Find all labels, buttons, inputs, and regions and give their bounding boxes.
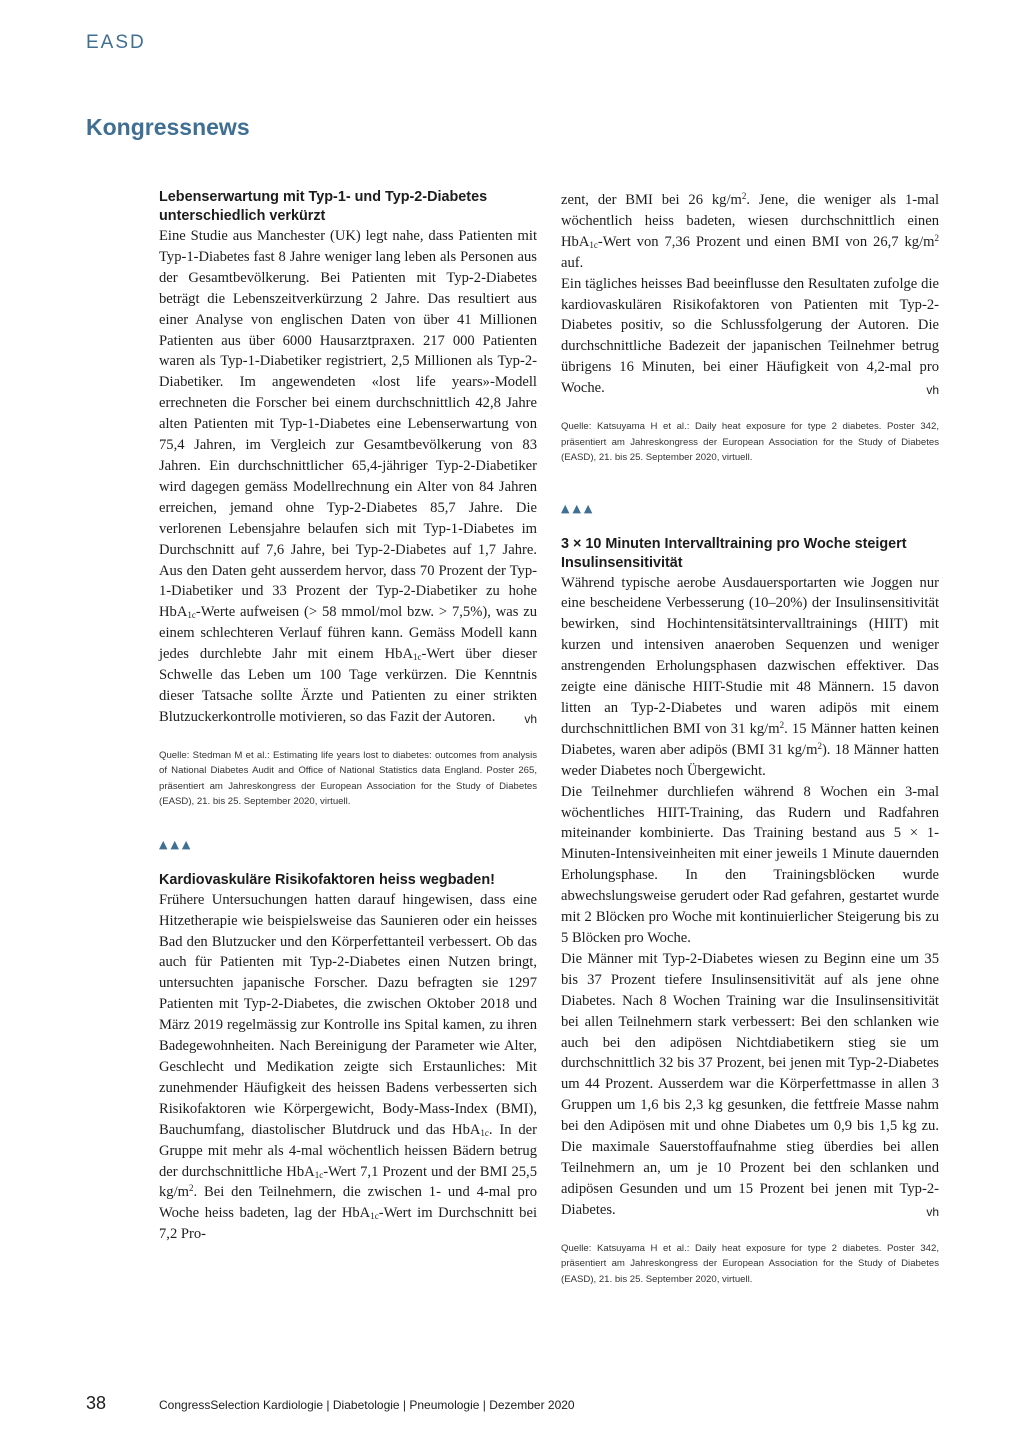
source-citation: Quelle: Katsuyama H et al.: Daily heat exposure for type 2 diabetes. Poster 342, präsentiert am Jahreskongress der European Association for the Study of Diabetes (EASD), 21. bis 25. September 2020, virtuell. (561, 1242, 939, 1285)
publication-footer: CongressSelection Kardiologie | Diabetologie | Pneumologie | Dezember 2020 (159, 1398, 575, 1412)
article-body-heat-bath: Frühere Untersuchungen hatten darauf hingewisen, dass eine Hitzetherapie wie beispielsweise das Saunieren oder ein heisses Bad den Blutzucker und den Körperfettanteil verbessert. Ob das auch für Patienten mit Typ-2-Diabetes einen Nutzen bringt, untersuchten japanische Forscher. Dazu befragten sie 1297 Patienten mit Typ-2-Diabetes, die zwischen Oktober 2018 und März 2019 regelmässig zur Kontrolle ins Spital kamen, zu ihren Badegewohnheiten. Nach Bereinigung der Parameter wie Alter, Geschlecht und Medikation zeigte sich Erstaunliches: Mit zunehmender Häufigkeit des heissen Badens verbesserten sich Risikofaktoren wie Körpergewicht, Body-Mass-Index (BMI), Bauchumfang, diastolischer Blutdruck und das HbA$_{1c}$. In der Gruppe mit mehr als 4-mal wöchentlich heissen Bädern betrug der durchschnittliche HbA$_{1c}$-Wert 7,1 Prozent und der BMI 25,5 $kg/m^2$. Bei den Teilnehmern, die zwischen 1- und 4-mal pro Woche heiss badeten, lag der HbA$_{1c}$-Wert im Durchschnitt bei 7,2 Pro- (159, 891, 538, 1243)
author-signature: vh (926, 383, 939, 398)
left-column (159, 188, 537, 1245)
header-tag: EASD (86, 32, 146, 53)
article-body-hiit: Während typische aerobe Ausdauersportarten wie Joggen nur eine bescheidene Verbesserung (10–20%) der Insulinsensitivität bewirken, sind Hochintensitätsintervalltrainings (HIIT) mit kurzen und intensiven anaeroben Sequenzen und weniger anstrengenden Erholungsphasen dazwischen effektiver. Das zeigte eine dänische HIIT-Studie mit 48 Männern. 15 davon litten an Typ-2-Diabetes und waren adipös mit einem durchschnittlichen BMI von 31 $kg/m^2$. 15 Männer hatten keinen Diabetes, waren aber adipös (BMI 31 $kg/m^2$). 18 Männer hatten weder Diabetes noch Übergewicht. Die Teilnehmer durchliefen während 8 Wochen ein 3-mal wöchentliches HIIT-Training, das Rudern und Radfahren miteinander kombinierte. Das Training bestand aus 5 × 1-Minuten-Intensiveinheiten mit einer jeweils 1 Minute dauernden Erholungsphase. In den Trainingsblöcken wurde abwechslungsweise gerudert oder Rad gefahren, gestartet wurde mit 2 Blöcken pro Woche mit kontinuierlicher Steigerung bis zu 5 Blöcken pro Woche. Die Männer mit Typ-2-Diabetes wiesen zu Beginn eine um 35 bis 37 Prozent tiefere Insulinsensitivität auf als jene ohne Diabetes. Nach 8 Wochen Training war die Insulinsensitivität bei allen Teilnehmern stark verbessert: Bei den schlanken wie auch bei den adipösen Nichtdiabetikern stieg sie um durchschnittlich 32 bis 37 Prozent, bei jenen mit Typ-2-Diabetes um 44 Prozent. Ausserdem war die Körperfettmasse in allen 3 Gruppen um 1,6 bis 2,3 kg gesunken, die fettfreie Masse nahm bei den Adipösen mit und ohne Diabetes um 0,9 bis 1,5 kg zu. Die maximale Sauerstoffaufnahme stieg überdies bei allen Teilnehmern an, um je 10 Prozent bei den schlanken und adipösen Gesunden und um 15 Prozent bei jenen mit Typ-2-Diabetes. vh (561, 573, 939, 1221)
right-column (561, 190, 939, 1287)
source-citation: Quelle: Katsuyama H et al.: Daily heat exposure for type 2 diabetes. Poster 342, präsentiert am Jahreskongress der European Association for the Study of Diabetes (EASD), 21. bis 25. September 2020, virtuell. (561, 421, 939, 464)
author-signature: vh (524, 711, 537, 726)
article-title-heat-bath: Kardiovaskuläre Risikofaktoren heiss wegbaden! (159, 871, 495, 888)
author-signature: vh (926, 1204, 939, 1219)
source-citation: Quelle: Stedman M et al.: Estimating life years lost to diabetes: outcomes from analysis of National Diabetes Audit and Office of National Statistics data England. Poster 265, präsentiert am Jahreskongress der European Association for the Study of Diabetes (EASD), 21. bis 25. September 2020, virtuell. (159, 749, 537, 808)
article-body-life-expectancy: Eine Studie aus Manchester (UK) legt nahe, dass Patienten mit Typ-1-Diabetes fast 8 Jahre weniger lang leben als Personen aus der Gesamtbevölkerung. Bei Patienten mit Typ-2-Diabetes beträgt die Lebenszeitverkürzung 2 Jahre. Das resultiert aus einer Analyse von englischen Daten von über 41 Millionen Patienten aus über 6000 Hausarztpraxen. 217 000 Patienten waren als Typ-1-Diabetiker registriert, 2,5 Millionen als Typ-2-Diabetiker. Im angewendeten «lost life years»-Modell errechneten die Forscher bei einem durchschnittlich 42,8 Jahre alten Patienten mit Typ-1-Diabetes eine Lebenserwartung von 75,4 Jahren, im Vergleich zur Gesamtbevölkerung von 83 Jahren. Ein durchschnittlicher 65,4-jähriger Typ-2-Diabetiker wird dagegen gemäss Modellrechnung ein Alter von 84 Jahren erreichen, jemand ohne Typ-2-Diabetes 85,7 Jahre. Die verlorenen Lebensjahre belaufen sich mit Typ-1-Diabetes im Durchschnitt auf 7,6 Jahre, bei Typ-2-Diabetes auf 1,7 Jahre. Aus den Daten geht ausserdem hervor, dass 70 Prozent der Typ-1-Diabetiker und 33 Prozent der Typ-2-Diabetiker zu hohe HbA$_{1c}$-Werte aufweisen (> 58 mmol/mol bzw. > 7,5%), was zu einem schlechteren Verlauf führen kann. Gemäss Modell kann jedes durchlebte Jahr mit einem HbA$_{1c}$-Wert über dieser Schwelle das Leben um 100 Tage verkürzen. Die Kenntnis dieser Tatsache sollte Ärzte und Patienten zu einer strikten Blutzuckerkontrolle motivieren, so das Fazit der Autoren. vh (159, 226, 537, 728)
section-separator: ▲▲▲ (159, 837, 194, 851)
article-title-life-expectancy: Lebenserwartung mit Typ-1- und Typ-2-Diabetes unterschiedlich verkürzt (159, 189, 488, 224)
article-body-heat-bath-continued: zent, der BMI bei 26 $kg/m^2$. Jene, die weniger als 1-mal wöchentlich heiss badeten, wiesen durchschnittlich einen HbA$_{1c}$-Wert von 7,36 Prozent und einen BMI von 26,7 $kg/m^2$ auf. Ein tägliches heisses Bad beeinflusse den Resultaten zufolge die kardiovaskulären Risikofaktoren von Patienten mit Typ-2-Diabetes positiv, so die Schlussfolgerung der Autoren. Die durchschnittliche Badezeit der japanischen Teilnehmer betrug übrigens 16 Minuten, bei einer Häufigkeit von 4,2-mal pro Woche. vh (561, 190, 939, 399)
section-title: Kongressnews (86, 114, 250, 140)
page-number: 38 (86, 1393, 107, 1413)
section-separator: ▲▲▲ (561, 501, 596, 515)
article-title-hiit: 3 × 10 Minuten Intervalltraining pro Woche steigert Insulinsensitivität (561, 535, 907, 571)
